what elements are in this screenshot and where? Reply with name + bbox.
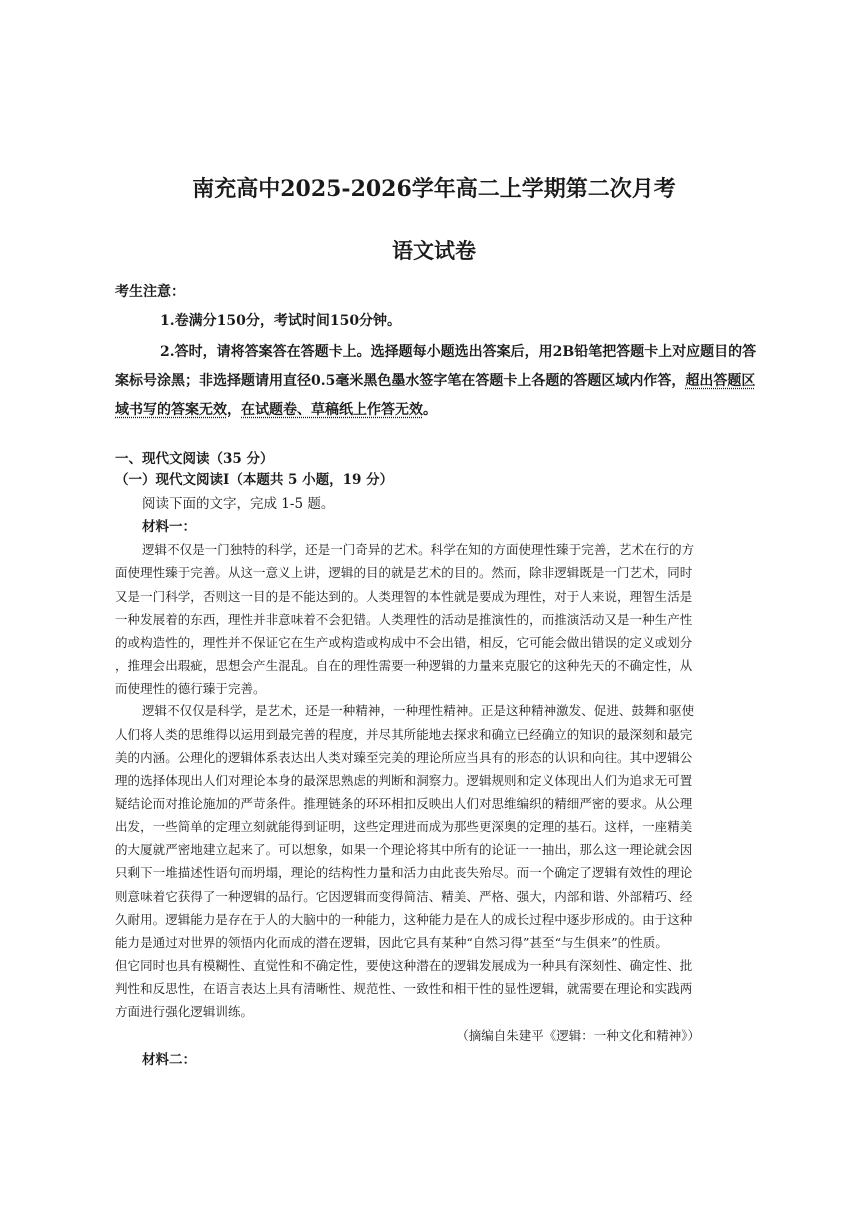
paragraph-line: ，推理会出瑕疵，思想会产生混乱。自在的理性需要一种逻辑的力量来克服它的这种先天的不确定性，从 (115, 658, 693, 673)
material-1-label: 材料一： (142, 519, 196, 535)
paragraph-line: 一种发展着的东西，理性并非意味着不会犯错。人类理性的活动是推演性的，而推演活动又是一种生产性 (115, 612, 693, 627)
notice-item-2-line-1: 2.答时，请将答案答在答题卡上。选择题每小题选出答案后，用2B铅笔把答题卡上对应题目的答 (160, 344, 757, 360)
exam-subject-title: 语文试卷 (392, 238, 476, 263)
paragraph-line: 而使理性的德行臻于完善。 (115, 681, 266, 696)
section-subtitle: （一）现代文阅读Ⅰ（本题共 5 小题，19 分） (115, 472, 394, 488)
paragraph-line: 则意味着它获得了一种逻辑的品行。它因逻辑而变得简洁、精美、严格、强大，内部和谐、外部精巧、经 (115, 889, 693, 904)
notice-heading: 考生注意： (115, 284, 185, 300)
paragraph-line: 出发，一些简单的定理立刻就能得到证明，这些定理进而成为那些更深奥的定理的基石。这样，一座精美 (115, 819, 693, 834)
material-2-label: 材料二： (142, 1052, 196, 1068)
paragraph-line: 能力是通过对世界的领悟内化而成的潜在逻辑，因此它具有某种“自然习得”甚至“与生俱来”的性质。 (115, 935, 668, 950)
notice-emphasis: 域书写的答案无效 (115, 402, 227, 418)
material-1-source: （摘编自朱建平《逻辑：一种文化和精神》） (456, 1028, 700, 1043)
notice-item-1: 1.卷满分150分，考试时间150分钟。 (160, 313, 402, 329)
section-instruction: 阅读下面的文字，完成 1-5 题。 (142, 496, 335, 512)
notice-text: 案标号涂黑；非选择题请用直径0.5毫米黑色墨水签字笔在答题卡上各题的答题区域内作答， (115, 373, 686, 389)
paragraph-line: 但它同时也具有模糊性、直觉性和不确定性，要使这种潜在的逻辑发展成为一种具有深刻性、确定性、批 (115, 958, 693, 973)
paragraph-line: 疑结论而对推论施加的严苛条件。推理链条的环环相扣反映出人们对思维编织的精细严密的要求。从公理 (115, 796, 693, 811)
section-title: 一、现代文阅读（35 分） (115, 451, 274, 467)
notice-emphasis: 在试题卷、草稿纸上作答无效 (241, 402, 423, 418)
notice-item-2-line-3 (115, 400, 437, 420)
paragraph-line: 面使理性臻于完善。从这一意义上讲，逻辑的目的就是艺术的目的。然而，除非逻辑既是一门艺术，同时 (115, 565, 693, 580)
notice-emphasis: 超出答题区 (685, 373, 756, 389)
paragraph-line: 方面进行强化逻辑训练。 (115, 1004, 254, 1019)
paragraph-line: 久耐用。逻辑能力是存在于人的大脑中的一种能力，这种能力是在人的成长过程中逐步形成的。由于这种 (115, 912, 693, 927)
paragraph-line: 的大厦就严密地建立起来了。可以想象，如果一个理论将其中所有的论证一一抽出，那么这一理论就会因 (115, 842, 693, 857)
paragraph-line: 逻辑不仅仅是科学，是艺术，还是一种精神，一种理性精神。正是这种精神激发、促进、鼓舞和驱使 (142, 703, 695, 718)
paragraph-line: 只剩下一堆描述性语句而坍塌，理论的结构性力量和活力由此丧失殆尽。而一个确定了逻辑有效性的理论 (115, 865, 693, 880)
paragraph-line: 的或构造性的，理性并不保证它在生产或构造或构成中不会出错，相反，它可能会做出错误的定义或划分 (115, 635, 693, 650)
notice-text: ， (227, 402, 241, 418)
paragraph-line: 理的选择体现出人们对理论本身的最深思熟虑的判断和洞察力。逻辑规则和定义体现出人们为追求无可置 (115, 773, 693, 788)
exam-title: 南充高中2025-2026学年高二上学期第二次月考 (192, 176, 676, 202)
paragraph-line: 美的内涵。公理化的逻辑体系表达出人类对臻至完美的理论所应当具有的形态的认识和向往。其中逻辑公 (115, 750, 693, 765)
notice-text: 。 (423, 402, 437, 418)
paragraph-line: 人们将人类的思维得以运用到最完善的程度，并尽其所能地去探求和确立已经确立的知识的最深刻和最完 (115, 727, 693, 742)
paragraph-line: 判性和反思性，在语言表达上具有清晰性、规范性、一致性和相干性的显性逻辑，就需要在理论和实践两 (115, 981, 693, 996)
paragraph-line: 又是一门科学，否则这一目的是不能达到的。人类理智的本性就是要成为理性，对于人来说，理智生活是 (115, 589, 693, 604)
paragraph-line: 逻辑不仅是一门独特的科学，还是一门奇异的艺术。科学在知的方面使理性臻于完善，艺术在行的方 (142, 542, 695, 557)
notice-item-2-line-2 (115, 371, 755, 391)
